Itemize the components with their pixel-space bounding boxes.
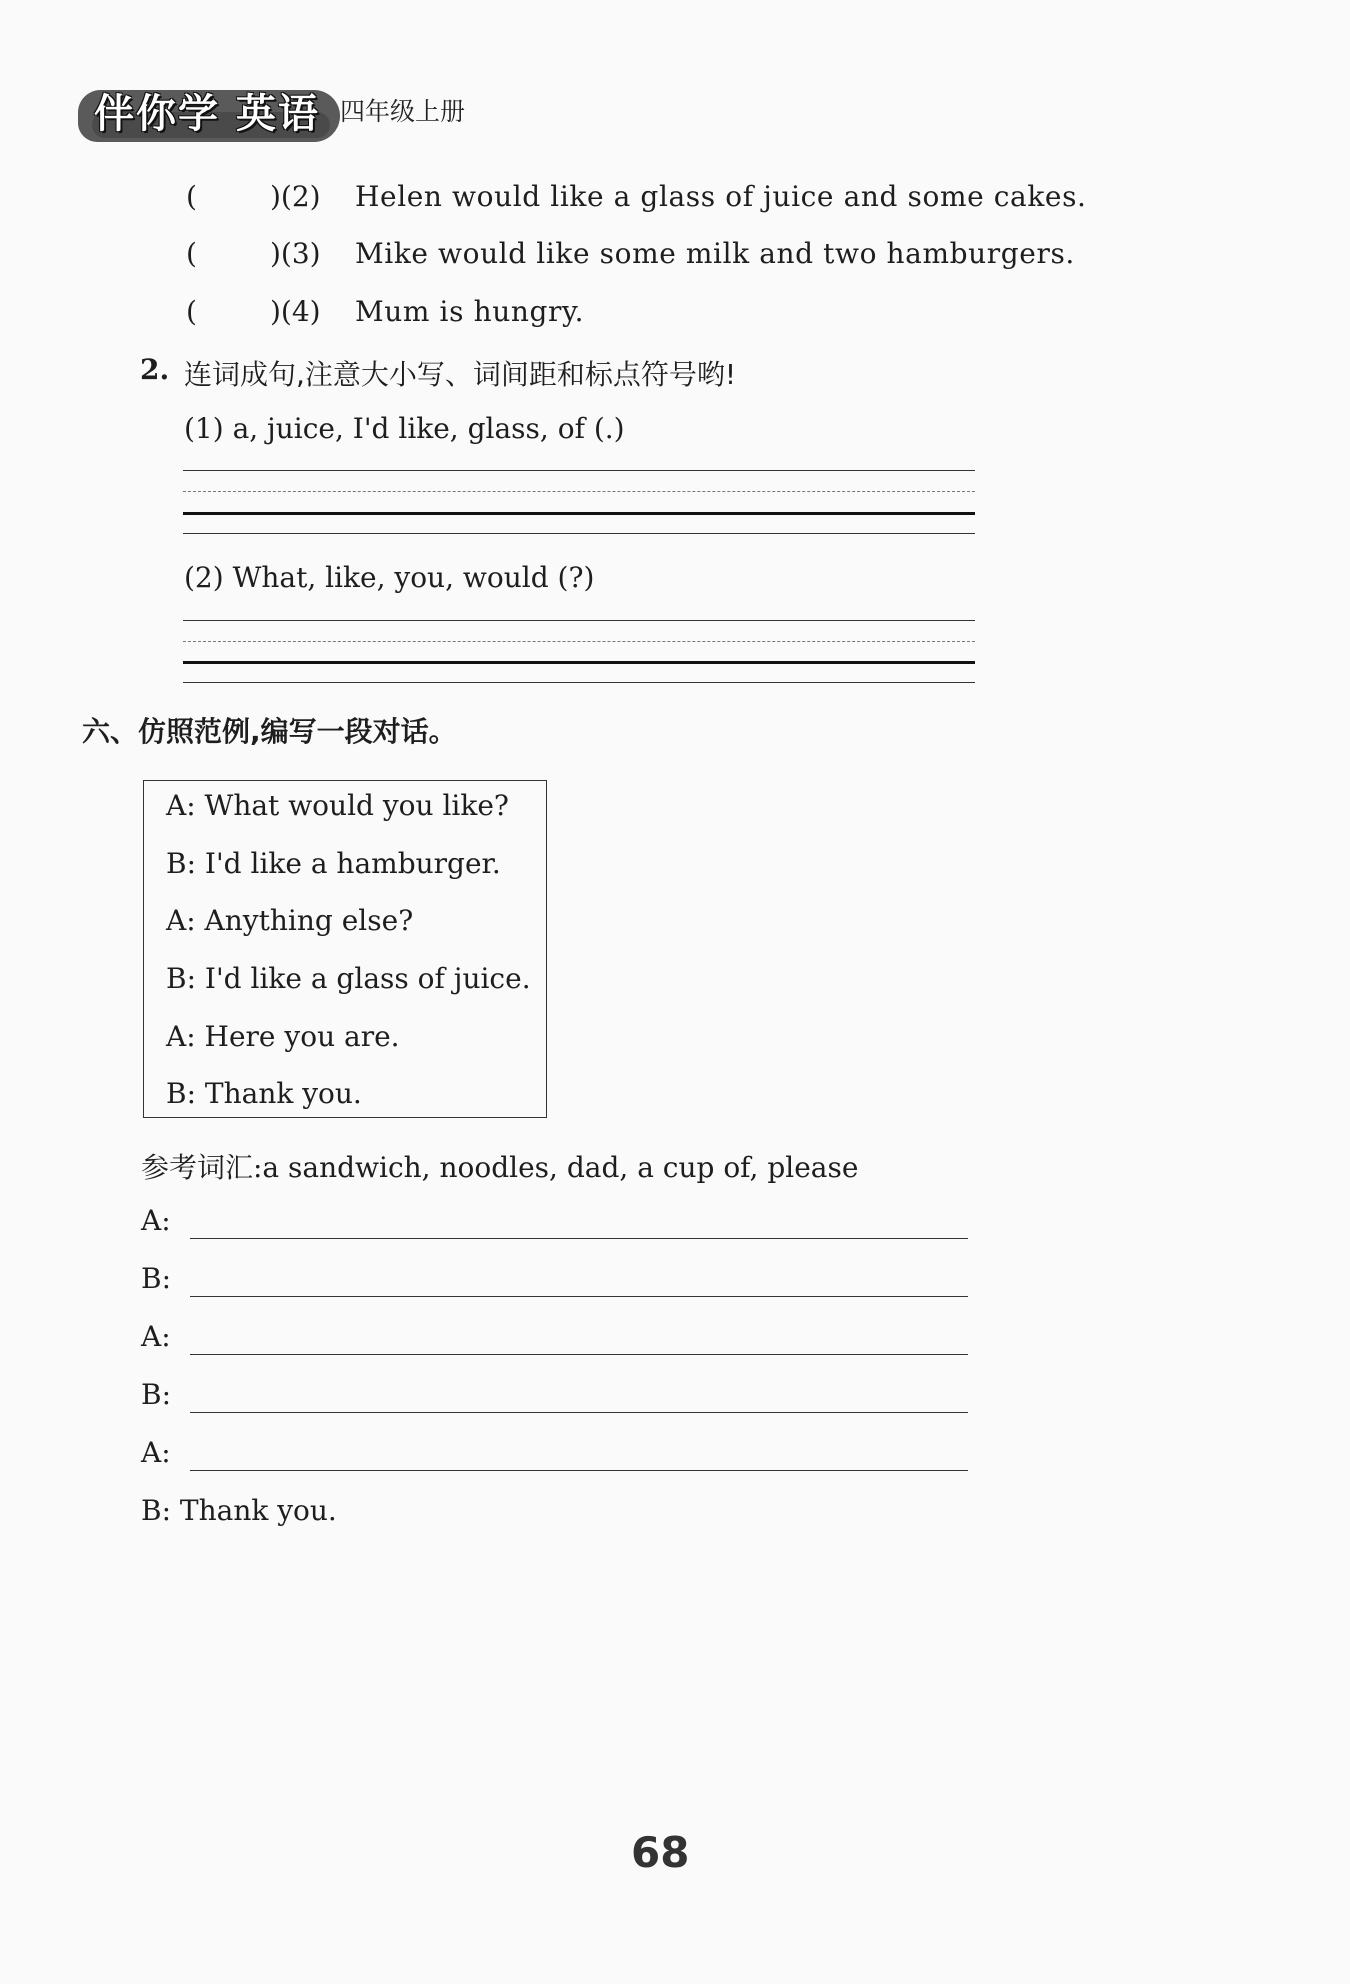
answer-line[interactable]: [190, 1238, 968, 1239]
example-line: A: Anything else?: [166, 904, 414, 937]
writing-line: [183, 620, 975, 621]
writing-line: [183, 470, 975, 471]
writing-baseline: [183, 661, 975, 664]
speaker-label: A:: [141, 1320, 171, 1353]
answer-line[interactable]: [190, 1296, 968, 1297]
answer-line[interactable]: [190, 1412, 968, 1413]
reference-vocabulary: 参考词汇:a sandwich, noodles, dad, a cup of, please: [141, 1151, 859, 1184]
speaker-label: B:: [141, 1262, 172, 1295]
writing-line: [183, 533, 975, 534]
answer-paren-open[interactable]: (: [186, 180, 197, 213]
writing-line-dotted: [183, 641, 975, 642]
closing-line: B: Thank you.: [141, 1494, 337, 1527]
item-text: Helen would like a glass of juice and some cakes.: [355, 180, 1087, 213]
example-dialogue-box: [143, 780, 547, 1118]
question-2: (2) What, like, you, would (?): [184, 561, 595, 594]
book-brand-title: 伴你学 英语: [94, 91, 320, 137]
writing-line: [183, 682, 975, 683]
page-number: 68: [631, 1828, 690, 1877]
item-number: )(4): [270, 295, 321, 328]
book-grade-label: 四年级上册: [340, 97, 466, 126]
answer-paren-open[interactable]: (: [186, 237, 197, 270]
example-line: B: I'd like a hamburger.: [166, 847, 501, 880]
speaker-label: A:: [141, 1436, 171, 1469]
speaker-label: B:: [141, 1378, 172, 1411]
section-number: 2.: [140, 353, 170, 386]
writing-baseline: [183, 512, 975, 515]
example-line: B: Thank you.: [166, 1077, 362, 1110]
item-number: )(2): [270, 180, 321, 213]
writing-line-dotted: [183, 491, 975, 492]
answer-line[interactable]: [190, 1354, 968, 1355]
item-text: Mike would like some milk and two hamburgers.: [355, 237, 1075, 270]
answer-paren-open[interactable]: (: [186, 295, 197, 328]
item-text: Mum is hungry.: [355, 295, 585, 328]
section-heading: 六、仿照范例,编写一段对话。: [82, 715, 457, 748]
example-line: A: What would you like?: [166, 789, 509, 822]
section-instruction: 连词成句,注意大小写、词间距和标点符号哟!: [184, 358, 737, 391]
example-line: B: I'd like a glass of juice.: [166, 962, 531, 995]
speaker-label: A:: [141, 1204, 171, 1237]
item-number: )(3): [270, 237, 321, 270]
example-line: A: Here you are.: [166, 1020, 400, 1053]
answer-line[interactable]: [190, 1470, 968, 1471]
question-1: (1) a, juice, I'd like, glass, of (.): [184, 412, 625, 445]
